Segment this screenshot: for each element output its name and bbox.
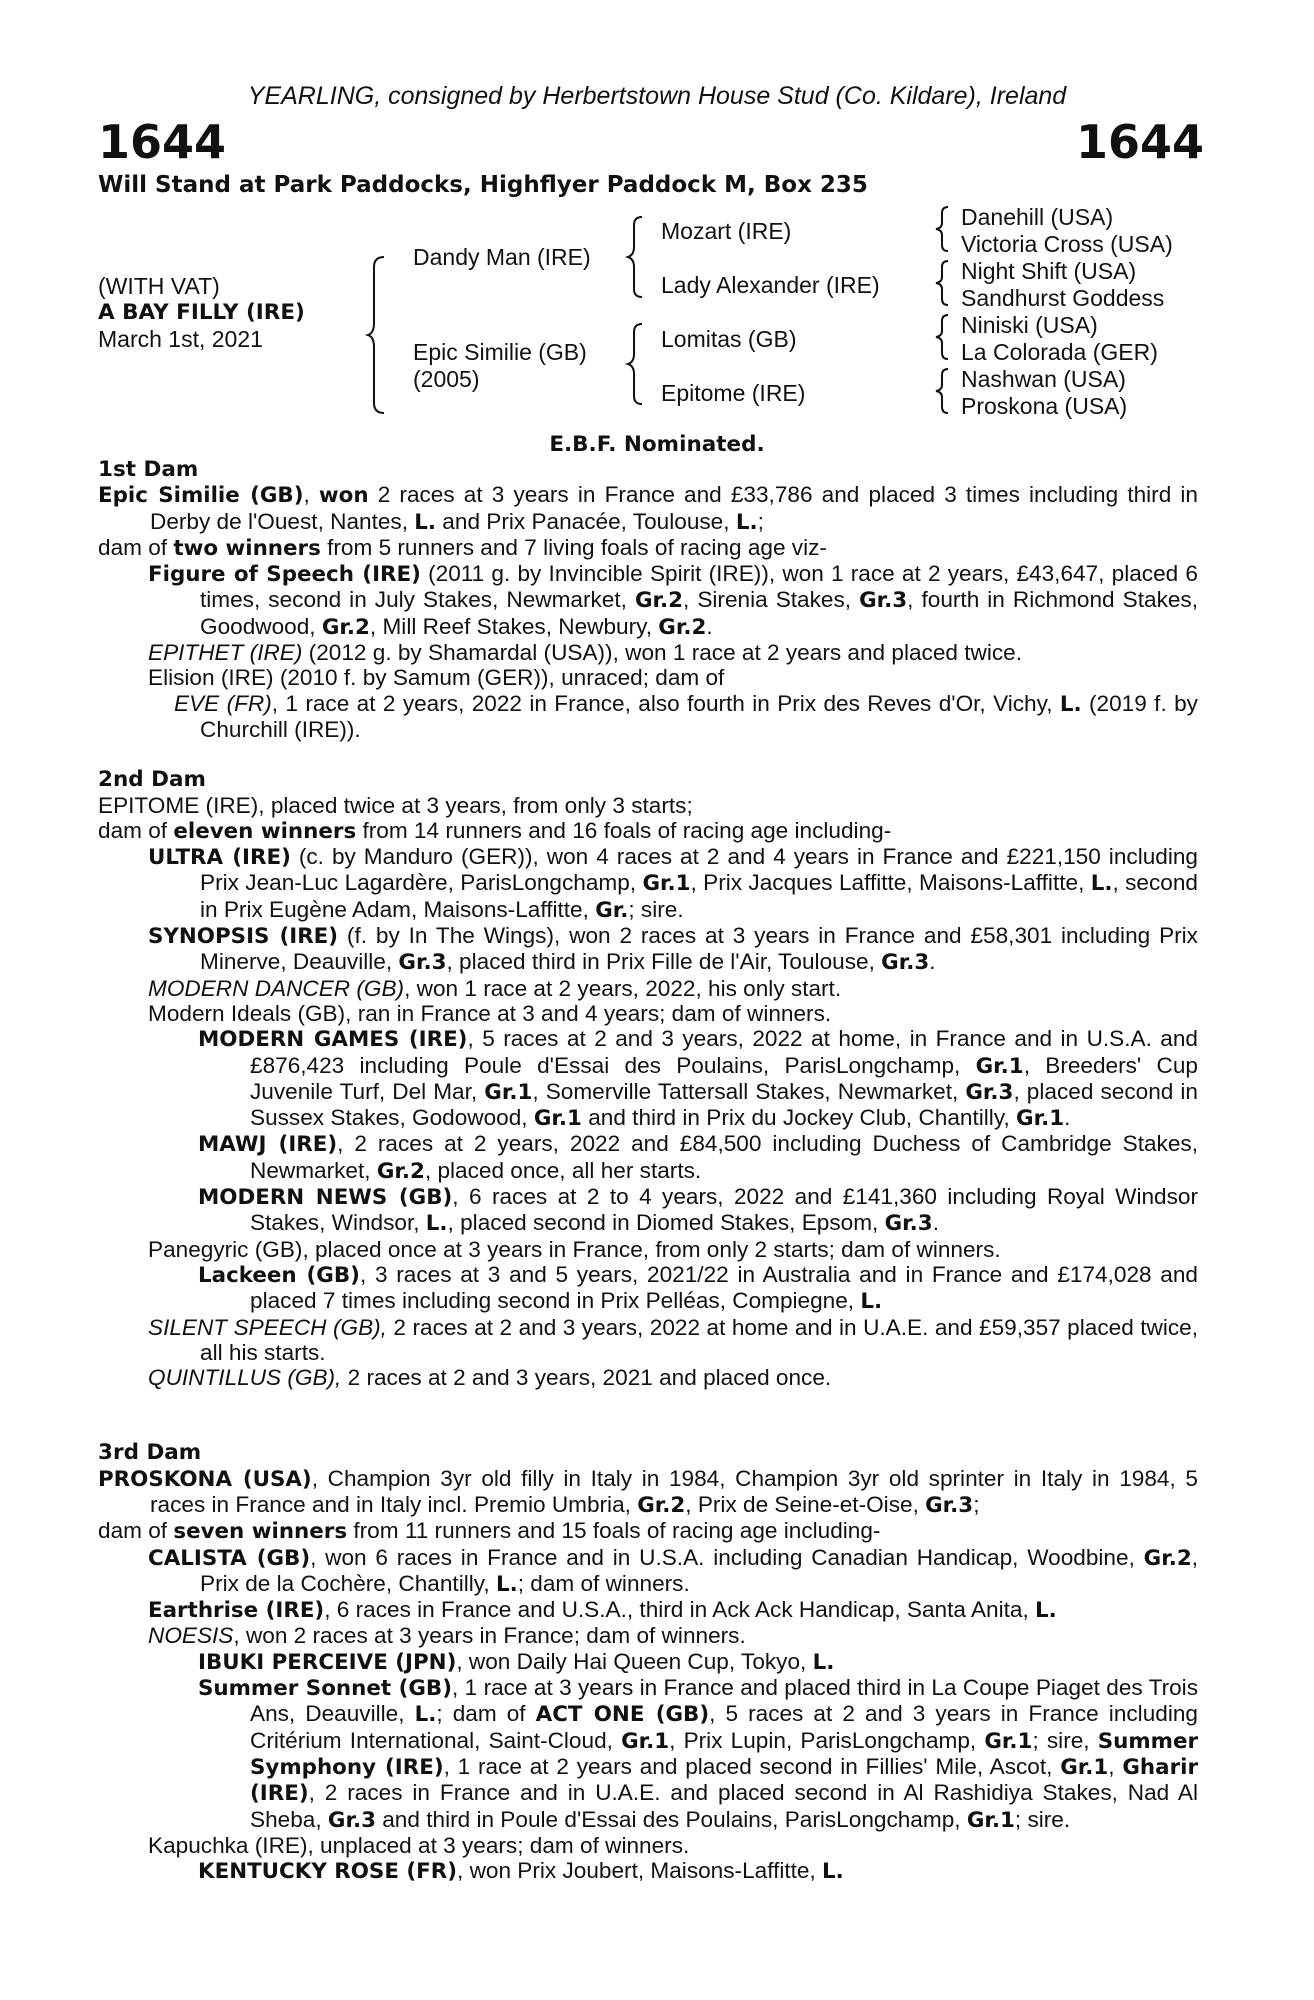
- ped-dsd: La Colorada (GER): [961, 339, 1158, 365]
- pedigree-entry: PROSKONA (USA), Champion 3yr old filly in Italy in 1984, Champion 3yr old sprinter in Italy in 1984, 5 races in France and in Italy incl. Premio Umbria, Gr.2, Prix de Seine-et-Oise, Gr.3;: [98, 1465, 1198, 1518]
- ped-sdd: Sandhurst Goddess: [961, 285, 1165, 311]
- pedigree-entry: Elision (IRE) (2010 f. by Samum (GER)), unraced; dam of: [148, 665, 725, 691]
- section-title: 1st Dam: [98, 457, 199, 482]
- horse-name: A BAY FILLY (IRE): [98, 300, 305, 325]
- pedigree-entry: MODERN NEWS (GB), 6 races at 2 to 4 years, 2022 and £141,360 including Royal Windsor Stakes, Windsor, L., placed second in Diomed Stakes, Epsom, Gr.3.: [198, 1184, 1198, 1237]
- brace-3: [628, 322, 648, 406]
- ped-dss: Niniski (USA): [961, 312, 1098, 338]
- pedigree-entry: CALISTA (GB), won 6 races in France and in U.S.A. including Canadian Handicap, Woodbine, Gr.2, Prix de la Cochère, Chantilly, L.; dam of winners.: [148, 1544, 1198, 1597]
- brace-4: [936, 205, 954, 253]
- dam-year: (2005): [413, 366, 480, 392]
- pedigree-entry: EPITOME (IRE), placed twice at 3 years, from only 3 starts;: [98, 792, 693, 818]
- pedigree-entry: Earthrise (IRE), 6 races in France and U.S.A., third in Ack Ack Handicap, Santa Anita, L.: [148, 1597, 1057, 1624]
- pedigree-entry: Summer Sonnet (GB), 1 race at 3 years in France and placed third in La Coupe Piaget des Trois Ans, Deauville, L.; dam of ACT ONE (GB), 5 races at 2 and 3 years in France including Critérium International, Saint-Cloud, Gr.1, Prix Lupin, ParisLongchamp, Gr.1; sire, Summer Symphony (IRE), 1 race at 2 years and placed second in Fillies' Mile, Ascot, Gr.1, Gharir (IRE), 2 races in France and in U.A.E. and placed second in Al Rashidiya Stakes, Nad Al Sheba, Gr.3 and third in Poule d'Essai des Poulains, ParisLongchamp, Gr.1; sire.: [198, 1675, 1199, 1833]
- pedigree-entry: ULTRA (IRE) (c. by Manduro (GER)), won 4 races at 2 and 4 years in France and £221,150 including Prix Jean-Luc Lagardère, ParisLongchamp, Gr.1, Prix Jacques Laffitte, Maisons-Laffitte, L., second in Prix Eugène Adam, Maisons-Laffitte, Gr.; sire.: [148, 844, 1198, 923]
- ped-ssd: Victoria Cross (USA): [961, 231, 1173, 257]
- pedigree-entry: Figure of Speech (IRE) (2011 g. by Invincible Spirit (IRE)), won 1 race at 2 years, £43,647, placed 6 times, second in July Stakes, Newmarket, Gr.2, Sirenia Stakes, Gr.3, fourth in Richmond Stakes, Goodwood, Gr.2, Mill Reef Stakes, Newbury, Gr.2.: [148, 561, 1199, 640]
- pedigree-entry: SILENT SPEECH (GB), 2 races at 2 and 3 years, 2022 at home and in U.A.E. and £59,357 placed twice, all his starts.: [148, 1314, 1198, 1365]
- brace-2: [628, 215, 648, 299]
- pedigree-entry: dam of eleven winners from 14 runners and 16 foals of racing age including-: [98, 817, 892, 844]
- ped-sds: Night Shift (USA): [961, 258, 1137, 284]
- dam: Epic Similie (GB): [413, 339, 587, 365]
- vat-note: (WITH VAT): [98, 273, 220, 299]
- pedigree-entry: SYNOPSIS (IRE) (f. by In The Wings), won 2 races at 3 years in France and £58,301 including Prix Minerve, Deauville, Gr.3, placed third in Prix Fille de l'Air, Toulouse, Gr.3.: [148, 923, 1198, 976]
- ebf-nominated: E.B.F. Nominated.: [549, 432, 765, 457]
- brace-1: [370, 255, 390, 415]
- pedigree-entry: MODERN DANCER (GB), won 1 race at 2 years, 2022, his only start.: [148, 975, 842, 1001]
- pedigree-entry: EPITHET (IRE) (2012 g. by Shamardal (USA)), won 1 race at 2 years and placed twice.: [148, 640, 1022, 666]
- pedigree-entry: Panegyric (GB), placed once at 3 years in France, from only 2 starts; dam of winners.: [148, 1236, 1001, 1262]
- sire-sire: Mozart (IRE): [661, 218, 792, 244]
- consignor-header: YEARLING, consigned by Herbertstown House Stud (Co. Kildare), Ireland: [247, 82, 1067, 110]
- pedigree-entry: dam of two winners from 5 runners and 7 living foals of racing age viz-: [98, 534, 827, 561]
- lot-number-right: 1644: [1075, 115, 1204, 169]
- pedigree-entry: IBUKI PERCEIVE (JPN), won Daily Hai Queen Cup, Tokyo, L.: [198, 1648, 835, 1675]
- ped-dds: Nashwan (USA): [961, 366, 1126, 392]
- pedigree-entry: dam of seven winners from 11 runners and 15 foals of racing age including-: [98, 1518, 881, 1545]
- pedigree-entry: MAWJ (IRE), 2 races at 2 years, 2022 and £84,500 including Duchess of Cambridge Stakes, Newmarket, Gr.2, placed once, all her starts.: [198, 1131, 1198, 1184]
- pedigree-entry: QUINTILLUS (GB), 2 races at 2 and 3 years, 2021 and placed once.: [148, 1365, 832, 1391]
- dam-sire: Lomitas (GB): [661, 326, 797, 352]
- sire-dam: Lady Alexander (IRE): [661, 272, 880, 298]
- pedigree-entry: Lackeen (GB), 3 races at 3 and 5 years, 2021/22 in Australia and in France and £174,028 and placed 7 times including second in Prix Pelléas, Compiegne, L.: [198, 1261, 1198, 1315]
- stand-location: Will Stand at Park Paddocks, Highflyer Paddock M, Box 235: [98, 172, 868, 198]
- brace-5: [936, 259, 954, 307]
- dam-dam: Epitome (IRE): [661, 380, 806, 406]
- foaling-date: March 1st, 2021: [98, 326, 263, 352]
- sire: Dandy Man (IRE): [413, 244, 591, 270]
- brace-7: [936, 367, 954, 415]
- pedigree-entry: NOESIS, won 2 races at 3 years in France; dam of winners.: [148, 1623, 746, 1649]
- pedigree-entry: EVE (FR), 1 race at 2 years, 2022 in France, also fourth in Prix des Reves d'Or, Vichy, L. (2019 f. by Churchill (IRE)).: [174, 690, 1198, 742]
- brace-6: [936, 313, 954, 361]
- section-title: 3rd Dam: [98, 1440, 202, 1466]
- section-gap: [98, 1390, 1198, 1440]
- lot-number-left: 1644: [98, 115, 227, 169]
- ped-sss: Danehill (USA): [961, 204, 1114, 230]
- ped-ddd: Proskona (USA): [961, 393, 1128, 419]
- pedigree-entry: Kapuchka (IRE), unplaced at 3 years; dam of winners.: [148, 1832, 690, 1858]
- pedigree-entry: Modern Ideals (GB), ran in France at 3 and 4 years; dam of winners.: [148, 1000, 832, 1026]
- pedigree-entry: KENTUCKY ROSE (FR), won Prix Joubert, Maisons-Laffitte, L.: [198, 1858, 844, 1885]
- section-gap: [98, 742, 1198, 767]
- pedigree-entry: Epic Similie (GB), won 2 races at 3 years in France and £33,786 and placed 3 times including third in Derby de l'Ouest, Nantes, L. and Prix Panacée, Toulouse, L.;: [98, 482, 1198, 535]
- pedigree-entry: MODERN GAMES (IRE), 5 races at 2 and 3 years, 2022 at home, in France and in U.S.A. and £876,423 including Poule d'Essai des Poulains, ParisLongchamp, Gr.1, Breeders' Cup Juvenile Turf, Del Mar, Gr.1, Somerville Tattersall Stakes, Newmarket, Gr.3, placed second in Sussex Stakes, Godowood, Gr.1 and third in Prix du Jockey Club, Chantilly, Gr.1.: [198, 1026, 1198, 1132]
- section-title: 2nd Dam: [98, 767, 206, 793]
- catalogue-body: [98, 457, 1198, 1884]
